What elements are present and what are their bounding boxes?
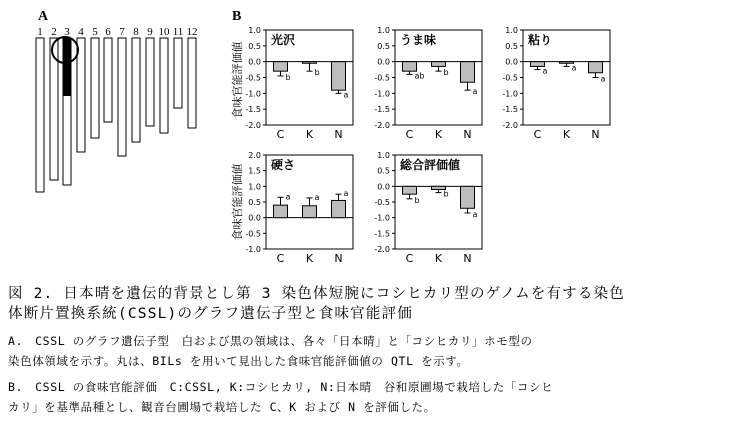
chart-3	[502, 26, 610, 141]
significance-letter: b	[443, 189, 449, 199]
koshihikari-segment	[63, 38, 71, 96]
panel-a-label: A	[38, 9, 49, 24]
caption-a-line-1: A. CSSL のグラフ遺伝子型 白および黒の領域は、各々「日本晴」と「コシヒカリ」ホモ型の	[8, 334, 533, 348]
caption-a-line-2: 染色体領域を示す。丸は、BILs を用いて見出した食味官能評価値の QTL を示す。	[8, 354, 469, 368]
y-tick-label: -1.0	[245, 245, 261, 254]
bar-C	[274, 62, 288, 72]
chromosome-number-1: 1	[37, 26, 43, 38]
chromosome-9	[146, 38, 154, 126]
y-tick-label: 0.0	[377, 182, 390, 192]
bar-K	[303, 62, 317, 64]
y-tick-label: -2.0	[245, 121, 261, 130]
y-tick-label: 0.0	[377, 57, 390, 67]
caption-panel-b	[8, 377, 748, 417]
y-tick-label: -1.5	[502, 105, 518, 115]
chromosome-number-labels	[37, 26, 197, 38]
y-tick-label: -1.0	[374, 89, 390, 99]
panel-b-label: B	[232, 9, 242, 24]
chromosome-number-12: 12	[186, 26, 198, 38]
chromosome-5	[91, 38, 99, 138]
significance-letter: b	[443, 68, 449, 78]
y-tick-label: 0.5	[377, 41, 390, 51]
bar-C	[274, 205, 288, 218]
category-label-K: K	[434, 128, 443, 141]
y-tick-label: 0.5	[248, 198, 261, 207]
caption-b-line-2: カリ」を基準品種とし、観音台圃場で栽培した C、K および N を評価した。	[8, 400, 436, 414]
chromosome-number-7: 7	[119, 26, 125, 38]
bar-K	[303, 206, 317, 218]
panel-a-graphical-genotype	[36, 9, 198, 192]
y-tick-label: -0.5	[245, 73, 261, 83]
y-axis-label-top: 食味官能評価値	[231, 41, 244, 119]
caption-panel-a	[8, 331, 748, 371]
y-tick-label: -1.5	[245, 105, 261, 115]
category-label-K: K	[562, 128, 571, 141]
y-tick-label: 1.5	[248, 166, 261, 176]
chromosome-number-2: 2	[51, 26, 57, 38]
y-tick-label: -2.0	[374, 121, 390, 130]
chromosome-number-4: 4	[78, 26, 84, 38]
category-label-N: N	[591, 128, 600, 141]
chromosome-number-5: 5	[92, 26, 98, 38]
bar-N	[332, 200, 346, 217]
significance-letter: a	[314, 192, 320, 202]
significance-letter: a	[285, 192, 291, 202]
y-tick-label: 0.5	[248, 41, 261, 51]
category-label-K: K	[305, 252, 314, 265]
bar-K	[432, 62, 446, 67]
significance-letter: b	[414, 195, 420, 205]
y-tick-label: -1.5	[374, 105, 390, 115]
chromosome-4	[77, 38, 85, 152]
category-label-C: C	[405, 128, 414, 141]
category-label-K: K	[434, 252, 443, 265]
chromosome-number-8: 8	[133, 26, 139, 38]
bar-N	[461, 186, 475, 208]
y-tick-label: -1.0	[245, 89, 261, 99]
y-tick-label: -2.0	[374, 245, 390, 254]
significance-letter: a	[343, 189, 349, 199]
y-tick-label: 0.0	[248, 213, 261, 223]
chart-title: 粘り	[528, 33, 553, 47]
y-tick-label: -0.5	[502, 73, 518, 83]
chromosome-7	[118, 38, 126, 156]
significance-letter: ab	[414, 71, 425, 81]
y-axis-label-bottom: 食味官能評価値	[231, 163, 244, 241]
chromosome-number-6: 6	[105, 26, 111, 38]
category-label-C: C	[405, 252, 414, 265]
caption-b-line-1: B. CSSL の食味官能評価 C:CSSL, K:コシヒカリ, N:日本晴 谷和原圃場で栽培した「コシヒ	[8, 380, 554, 394]
y-tick-label: -1.0	[374, 213, 390, 223]
caption-title-line-1: 図 2. 日本晴を遺伝的背景とし第 3 染色体短腕にコシヒカリ型のゲノムを有する染色	[8, 286, 625, 302]
panel-b-charts	[245, 26, 610, 265]
chart-title: 硬さ	[271, 158, 296, 172]
figure-caption-title	[8, 284, 748, 324]
bar-N	[332, 62, 346, 91]
y-tick-label: 1.0	[248, 182, 261, 192]
chart-title: うま味	[400, 33, 437, 47]
significance-letter: a	[600, 74, 606, 84]
y-tick-label: -1.5	[374, 229, 390, 239]
category-label-N: N	[463, 252, 472, 265]
category-label-C: C	[276, 252, 285, 265]
bar-C	[403, 186, 417, 194]
y-tick-label: 0.5	[505, 41, 518, 51]
category-label-N: N	[334, 128, 343, 141]
chart-4	[245, 151, 353, 265]
bar-N	[461, 62, 475, 83]
significance-letter: a	[571, 63, 577, 73]
category-label-C: C	[276, 128, 285, 141]
chromosome-12	[188, 38, 196, 128]
significance-letter: b	[314, 68, 320, 78]
chromosome-number-3: 3	[64, 26, 70, 38]
y-tick-label: 0.5	[377, 166, 390, 176]
y-tick-label: -0.5	[245, 229, 261, 239]
chart-title: 光沢	[271, 33, 296, 47]
category-label-K: K	[305, 128, 314, 141]
chromosome-number-11: 11	[172, 26, 184, 38]
y-tick-label: -0.5	[374, 198, 390, 207]
chromosome-8	[132, 38, 140, 142]
y-tick-label: -1.0	[502, 89, 518, 99]
significance-letter: a	[542, 66, 548, 76]
bar-N	[589, 62, 603, 73]
y-tick-label: 1.0	[377, 26, 390, 35]
significance-letter: a	[472, 87, 478, 97]
y-tick-label: 1.0	[248, 26, 261, 35]
y-tick-label: -2.0	[502, 121, 518, 130]
chromosome-10	[160, 38, 168, 133]
category-label-N: N	[334, 252, 343, 265]
category-label-C: C	[533, 128, 542, 141]
y-tick-label: 1.0	[505, 26, 518, 35]
bar-C	[403, 62, 417, 72]
significance-letter: a	[343, 90, 349, 100]
category-label-N: N	[463, 128, 472, 141]
chromosome-number-9: 9	[147, 26, 153, 38]
y-tick-label: -0.5	[374, 73, 390, 83]
chromosome-6	[104, 38, 112, 122]
caption-title-line-2: 体断片置換系統(CSSL)のグラフ遺伝子型と食味官能評価	[8, 306, 413, 322]
chart-2	[374, 26, 482, 141]
chromosome-11	[174, 38, 182, 108]
y-tick-label: 0.0	[505, 57, 518, 67]
significance-letter: a	[472, 209, 478, 219]
y-tick-label: 1.0	[377, 151, 390, 160]
significance-letter: b	[285, 72, 291, 82]
y-tick-label: 0.0	[248, 57, 261, 67]
chromosome-1	[36, 38, 44, 192]
y-tick-label: 2.0	[248, 151, 261, 160]
chart-title: 総合評価値	[400, 158, 461, 172]
chart-1	[245, 26, 353, 141]
chart-5	[374, 151, 482, 265]
chromosome-number-10: 10	[158, 26, 170, 38]
